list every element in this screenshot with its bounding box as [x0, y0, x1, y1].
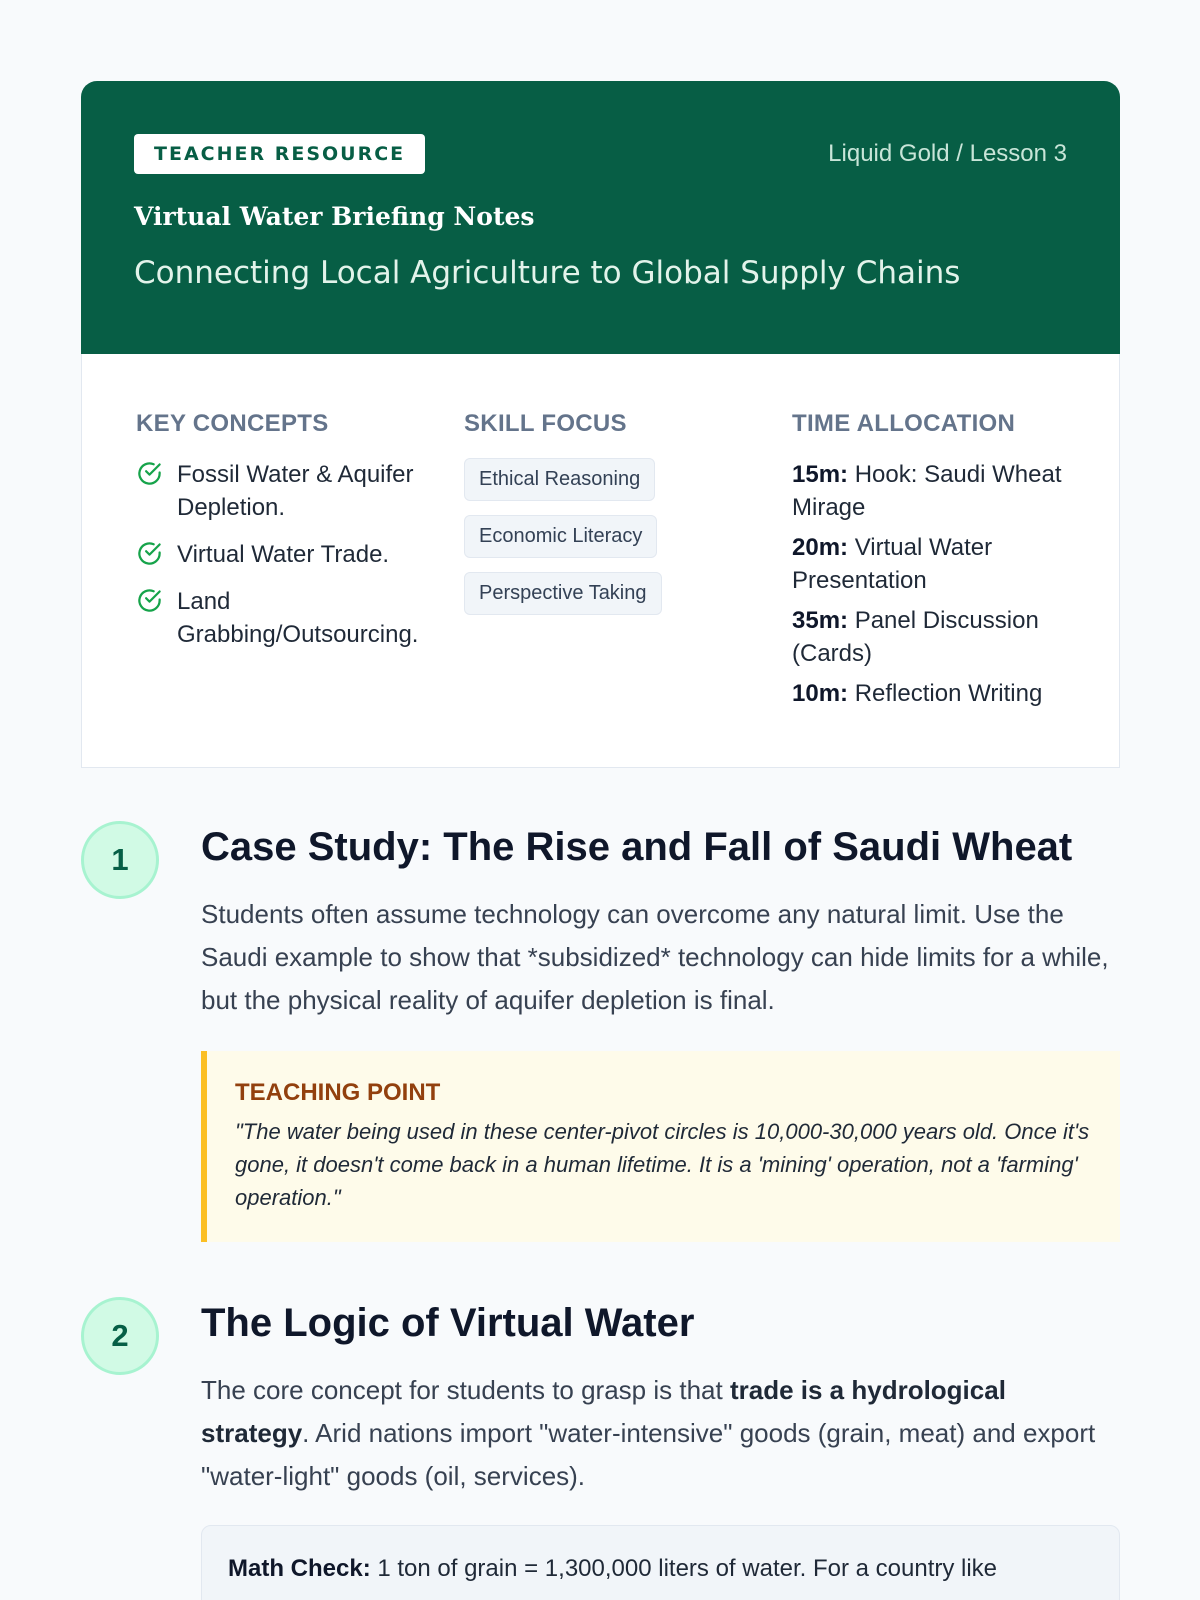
teaching-point — [201, 1051, 1120, 1242]
section-text — [201, 1369, 1120, 1498]
skill-tag: Perspective Taking — [464, 572, 662, 615]
time-item — [792, 531, 1082, 597]
skill-tag: Economic Literacy — [464, 515, 657, 558]
time-item — [792, 677, 1082, 710]
section-title: Case Study: The Rise and Fall of Saudi Wheat — [201, 825, 1073, 869]
section-number: 2 — [81, 1297, 159, 1375]
section-title: The Logic of Virtual Water — [201, 1301, 695, 1345]
key-concepts-column — [136, 410, 436, 665]
concept-label: Virtual Water Trade. — [177, 541, 390, 568]
concept-item — [136, 585, 436, 651]
section-number: 1 — [81, 821, 159, 899]
page-title: Virtual Water Briefing Notes — [134, 202, 535, 231]
concept-label: Land Grabbing/Outsourcing. — [177, 588, 419, 648]
time-duration: 20m: — [792, 534, 849, 561]
time-allocation-column — [792, 410, 1082, 717]
breadcrumb: Liquid Gold / Lesson 3 — [828, 140, 1067, 167]
section-text-emphasis: trade is a hydrological strategy — [201, 1375, 1006, 1448]
time-duration: 35m: — [792, 607, 849, 634]
key-concepts-heading: KEY CONCEPTS — [136, 410, 329, 437]
concept-item — [136, 538, 436, 571]
lesson-overview — [81, 354, 1120, 768]
resource-badge: TEACHER RESOURCE — [134, 134, 425, 174]
concept-label: Fossil Water & Aquifer Depletion. — [177, 461, 414, 521]
time-allocation-heading: TIME ALLOCATION — [792, 410, 1016, 437]
lesson-card — [81, 81, 1120, 768]
time-activity: Hook: Saudi Wheat Mirage — [792, 461, 1062, 521]
teaching-point-label: TEACHING POINT — [235, 1079, 441, 1106]
time-item — [792, 604, 1082, 670]
time-activity: Virtual Water Presentation — [792, 534, 993, 594]
page-subtitle: Connecting Local Agriculture to Global Supply Chains — [134, 255, 961, 291]
skill-tag: Ethical Reasoning — [464, 458, 655, 501]
section-text-intro: The core concept for students to grasp is that — [201, 1375, 730, 1405]
concept-item — [136, 458, 436, 524]
lesson-header — [81, 81, 1120, 354]
time-item — [792, 458, 1082, 524]
teaching-point-quote: "The water being used in these center-pivot circles is 10,000-30,000 years old. Once it's gone, it doesn't come back in a human lifetime. It is a 'mining' operation, not a 'farming' operation." — [235, 1119, 1090, 1210]
check-circle-icon — [136, 540, 163, 567]
skill-focus-heading: SKILL FOCUS — [464, 410, 627, 437]
section-text-rest: . Arid nations import "water-intensive" goods (grain, meat) and export "water-light" goods (oil, services). — [201, 1418, 1096, 1491]
check-circle-icon — [136, 587, 163, 614]
section-text: Students often assume technology can overcome any natural limit. Use the Saudi example to show that *subsidized* technology can hide limits for a while, but the physical reality of aquifer depletion is final. — [201, 899, 1109, 1015]
math-check-label: Math Check: — [228, 1555, 371, 1582]
time-duration: 15m: — [792, 461, 849, 488]
skill-focus-column — [464, 410, 754, 629]
check-circle-icon — [136, 460, 163, 487]
math-check-box — [201, 1525, 1120, 1600]
time-activity: Reflection Writing — [854, 680, 1043, 707]
time-activity: Panel Discussion (Cards) — [792, 607, 1039, 667]
math-check-text: 1 ton of grain = 1,300,000 liters of water. For a country like — [370, 1555, 998, 1582]
time-duration: 10m: — [792, 680, 849, 707]
